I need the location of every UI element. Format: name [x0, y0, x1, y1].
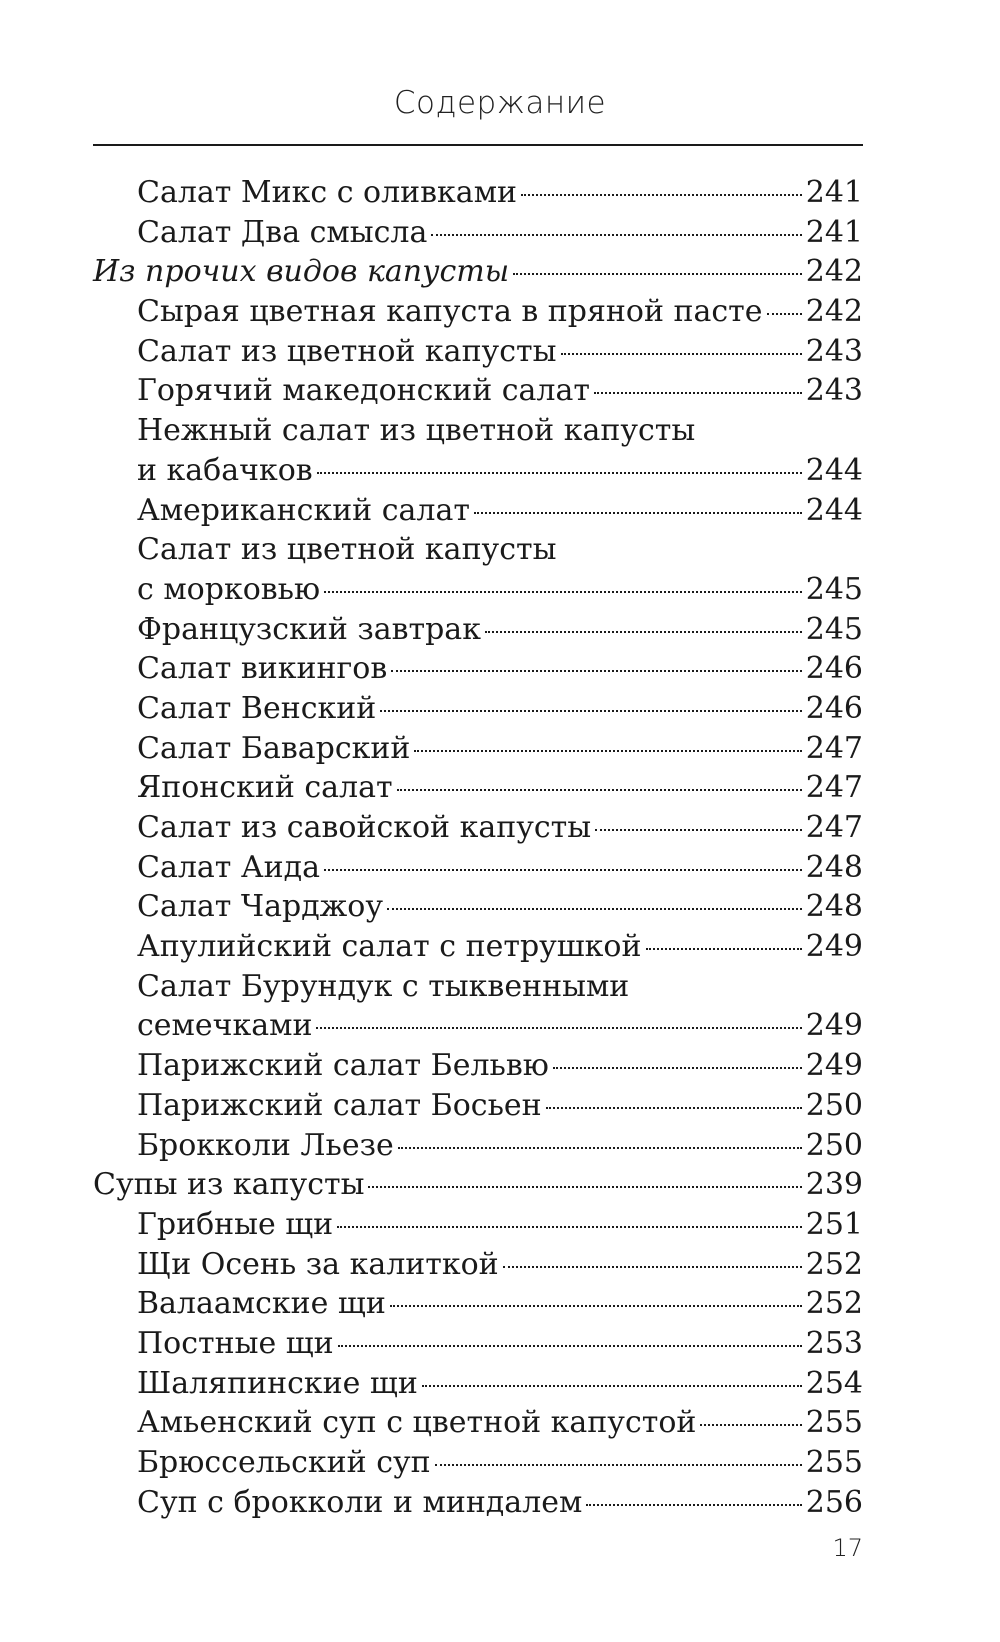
- toc-entry[interactable]: [93, 173, 863, 213]
- toc-entry[interactable]: [93, 1046, 863, 1086]
- header-divider: [93, 144, 863, 146]
- toc-entry-page: 241: [805, 175, 863, 210]
- dot-leader: [390, 1305, 802, 1307]
- dot-leader: [338, 1345, 802, 1347]
- toc-entry[interactable]: [93, 411, 863, 451]
- dot-leader: [513, 273, 802, 275]
- toc-entry[interactable]: [93, 1403, 863, 1443]
- toc-entry-title: Салат Венский: [137, 690, 377, 726]
- toc-entry-page: 246: [805, 651, 863, 687]
- toc-entry-title: Валаамские щи: [137, 1286, 386, 1322]
- toc-entry-title: Салат из савойской капусты: [137, 810, 592, 845]
- toc-entry-title: Парижский салат Бельвю: [137, 1048, 549, 1084]
- toc-entry[interactable]: [93, 292, 863, 332]
- toc-entry[interactable]: [93, 1245, 863, 1285]
- toc-entry[interactable]: [93, 1483, 863, 1523]
- toc-entry[interactable]: [93, 1324, 863, 1364]
- toc-entry-page: 254: [805, 1365, 863, 1401]
- toc-entry-title: Салат викингов: [137, 651, 388, 687]
- toc-entry-page: 247: [805, 730, 863, 766]
- page-header-title: Содержание: [393, 85, 607, 121]
- toc-entry-title: Щи Осень за калиткой: [137, 1246, 499, 1282]
- toc-entry-title: Салат Аида: [137, 849, 320, 885]
- dot-leader: [324, 591, 802, 593]
- toc-entry-page: 244: [805, 452, 863, 488]
- toc-entry[interactable]: [93, 768, 863, 808]
- toc-entry-title: Салат из цветной капусты: [137, 532, 557, 568]
- toc-entry-title: Салат из цветной капусты: [137, 333, 557, 369]
- dot-leader: [700, 1424, 801, 1426]
- toc-entry-title: Парижский салат Босьен: [137, 1087, 542, 1123]
- toc-entry-page: 249: [805, 1008, 863, 1044]
- toc-entry[interactable]: [93, 927, 863, 967]
- page-number: 17: [832, 1534, 863, 1562]
- toc-entry-page: 249: [805, 1048, 863, 1084]
- toc-entry-title: Салат Микс с оливками: [137, 175, 518, 210]
- toc-entry-title: Японский салат: [137, 770, 393, 806]
- toc-entry-page: 239: [805, 1167, 863, 1203]
- dot-leader: [485, 631, 802, 633]
- toc-entry-page: 242: [805, 254, 863, 290]
- toc-entry[interactable]: [93, 1086, 863, 1126]
- dot-leader: [521, 194, 802, 196]
- toc-entry-page: 250: [805, 1127, 863, 1163]
- toc-entry-page: 249: [805, 929, 863, 965]
- toc-entry-page: 245: [805, 571, 863, 607]
- dot-leader: [317, 472, 802, 474]
- dot-leader: [586, 1504, 801, 1506]
- dot-leader: [414, 750, 801, 752]
- toc-entry-page: 252: [805, 1246, 863, 1282]
- toc-entry-title: Салат Баварский: [137, 730, 411, 766]
- toc-entry-title: Брокколи Льезе: [137, 1127, 394, 1163]
- toc-entry-title: Амьенский суп с цветной капустой: [137, 1405, 697, 1441]
- toc-entry-title: Супы из капусты: [93, 1167, 365, 1203]
- toc-entry-page: 252: [805, 1286, 863, 1322]
- toc-entry-page: 245: [805, 611, 863, 647]
- dot-leader: [391, 670, 802, 672]
- toc-entry-page: 246: [805, 690, 863, 726]
- toc-entry-title: Постные щи: [137, 1325, 334, 1361]
- toc-entry-page: 250: [805, 1087, 863, 1123]
- dot-leader: [397, 789, 802, 791]
- toc-entry-page: 251: [805, 1206, 863, 1242]
- dot-leader: [431, 234, 801, 236]
- toc-entry[interactable]: [93, 1284, 863, 1324]
- toc-entry-page: 255: [805, 1405, 863, 1441]
- toc-entry-page: 241: [805, 214, 863, 250]
- toc-entry-title: Салат Чарджоу: [137, 889, 383, 925]
- toc-entry-page: 248: [805, 849, 863, 885]
- toc-entry[interactable]: [93, 1006, 863, 1046]
- toc-entry[interactable]: [93, 1443, 863, 1483]
- toc-entry[interactable]: [93, 371, 863, 411]
- table-of-contents: [93, 173, 863, 1522]
- dot-leader: [546, 1107, 802, 1109]
- toc-entry[interactable]: [93, 808, 863, 848]
- dot-leader: [337, 1226, 802, 1228]
- toc-section-heading[interactable]: [93, 252, 863, 292]
- toc-entry[interactable]: [93, 729, 863, 769]
- toc-entry[interactable]: [93, 610, 863, 650]
- toc-entry[interactable]: [93, 213, 863, 253]
- toc-entry[interactable]: [93, 530, 863, 570]
- dot-leader: [767, 313, 802, 315]
- toc-entry-title: Горячий македонский салат: [137, 373, 590, 409]
- toc-entry-page: 242: [805, 294, 863, 330]
- toc-entry-title: семечками: [137, 1008, 313, 1044]
- toc-entry-title: Шаляпинские щи: [137, 1365, 418, 1401]
- dot-leader: [474, 512, 802, 514]
- toc-entry-page: 247: [805, 770, 863, 806]
- dot-leader: [553, 1067, 802, 1069]
- dot-leader: [561, 353, 802, 355]
- dot-leader: [368, 1186, 801, 1188]
- toc-entry[interactable]: [93, 689, 863, 729]
- dot-leader: [387, 908, 802, 910]
- toc-entry-page: 247: [805, 810, 863, 845]
- toc-entry-title: Апулийский салат с петрушкой: [137, 929, 642, 965]
- toc-section-heading[interactable]: [93, 1165, 863, 1205]
- dot-leader: [595, 829, 802, 831]
- toc-entry-page: 248: [805, 889, 863, 925]
- toc-entry[interactable]: [93, 451, 863, 491]
- toc-entry-title: Салат Два смысла: [137, 214, 428, 250]
- dot-leader: [435, 1464, 802, 1466]
- toc-entry[interactable]: [93, 1126, 863, 1166]
- toc-entry-title: Суп с брокколи и миндалем: [137, 1484, 583, 1520]
- dot-leader: [594, 392, 802, 394]
- toc-entry-title: Из прочих видов капусты: [93, 254, 510, 290]
- toc-entry-title: с морковью: [137, 571, 321, 607]
- toc-entry-title: Брюссельский суп: [137, 1445, 431, 1480]
- toc-entry[interactable]: [93, 649, 863, 689]
- toc-entry-title: Сырая цветная капуста в пряной пасте: [137, 294, 763, 330]
- toc-entry-page: 244: [805, 492, 863, 528]
- dot-leader: [422, 1385, 802, 1387]
- dot-leader: [503, 1266, 802, 1268]
- toc-entry-page: 255: [805, 1445, 863, 1480]
- toc-entry[interactable]: [93, 491, 863, 531]
- dot-leader: [316, 1027, 801, 1029]
- toc-entry[interactable]: [93, 1364, 863, 1404]
- toc-entry-page: 253: [805, 1325, 863, 1361]
- toc-entry-title: и кабачков: [137, 452, 313, 488]
- toc-entry-page: 256: [805, 1484, 863, 1520]
- toc-entry-title: Американский салат: [137, 492, 470, 528]
- toc-entry-title: Нежный салат из цветной капусты: [137, 413, 696, 449]
- toc-entry[interactable]: [93, 887, 863, 927]
- toc-entry[interactable]: [93, 848, 863, 888]
- dot-leader: [380, 710, 801, 712]
- toc-entry-title: Салат Бурундук с тыквенными: [137, 968, 630, 1004]
- toc-entry[interactable]: [93, 1205, 863, 1245]
- dot-leader: [398, 1147, 802, 1149]
- toc-entry-title: Французский завтрак: [137, 611, 481, 647]
- toc-entry[interactable]: [93, 332, 863, 372]
- toc-entry[interactable]: [93, 967, 863, 1007]
- toc-entry[interactable]: [93, 570, 863, 610]
- toc-entry-title: Грибные щи: [137, 1206, 334, 1242]
- dot-leader: [324, 869, 802, 871]
- dot-leader: [646, 948, 802, 950]
- toc-entry-page: 243: [805, 333, 863, 369]
- toc-entry-page: 243: [805, 373, 863, 409]
